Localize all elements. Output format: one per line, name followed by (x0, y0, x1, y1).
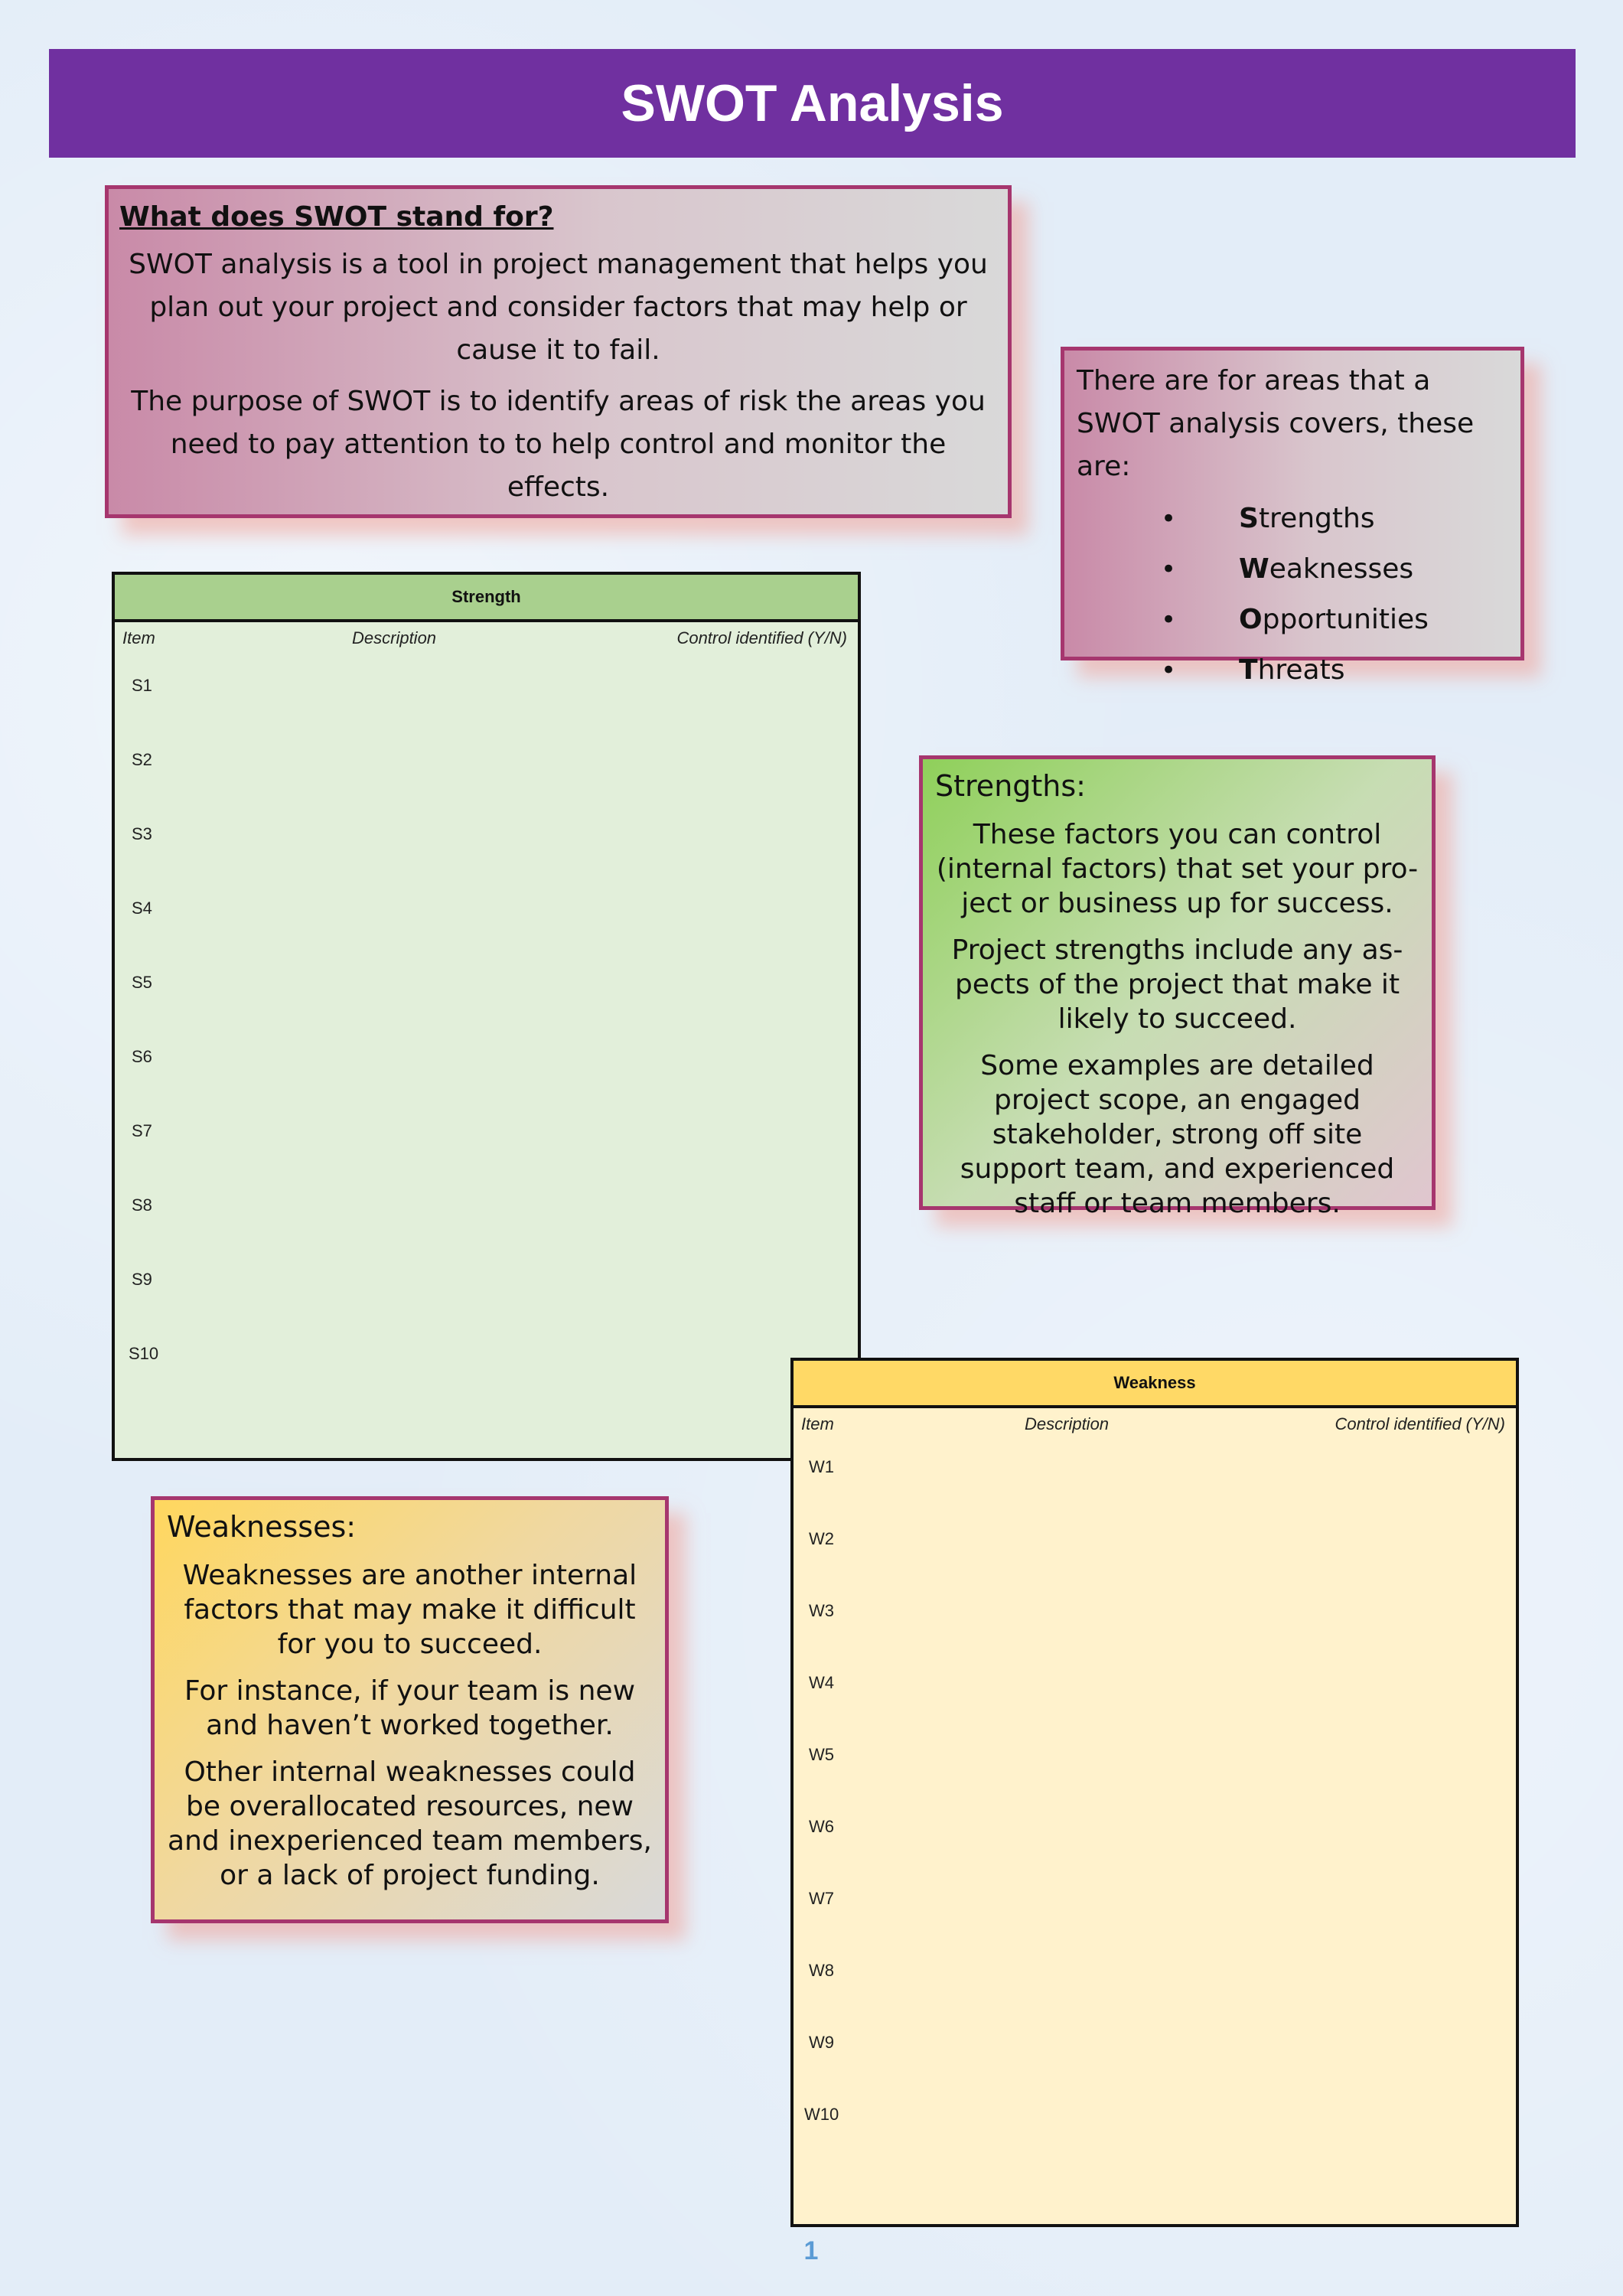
area-item-weaknesses: • Weaknesses (1077, 544, 1508, 595)
table-row[interactable]: S3 (132, 824, 152, 843)
definition-paragraph-2: The purpose of SWOT is to identify areas of risk the areas you need to pay attention to to help control and monitor the effects. (131, 386, 986, 503)
strengths-paragraph-2: Project strengths include any as-pects of the project that make it likely to succeed. (951, 934, 1403, 1035)
weaknesses-title: Weaknesses: (167, 1510, 357, 1544)
strength-table (112, 572, 861, 1461)
item-column-header: Item (122, 628, 155, 647)
page-title: SWOT Analysis (621, 74, 1004, 132)
page-title-banner (49, 49, 1576, 158)
table-row[interactable]: S5 (132, 973, 152, 992)
description-column-header: Description (1025, 1414, 1110, 1433)
table-row[interactable]: W8 (809, 1961, 834, 1980)
page-number: 1 (803, 2236, 819, 2265)
table-row[interactable]: S2 (132, 750, 152, 769)
area-item-strengths: • Strengths (1077, 494, 1508, 544)
table-row[interactable]: S4 (132, 899, 152, 918)
definition-paragraph-1: SWOT analysis is a tool in project management that helps you plan out your project and consider factors that may help or cause it to fail. (129, 249, 988, 366)
area-item-opportunities: • Opportunities (1077, 595, 1508, 645)
table-row[interactable]: W1 (809, 1457, 834, 1476)
weaknesses-paragraph-2: For instance, if your team is new and haven’t worked together. (184, 1675, 636, 1741)
table-row[interactable]: S9 (132, 1270, 152, 1289)
swot-areas-box (1061, 347, 1524, 687)
table-row[interactable]: S6 (132, 1047, 152, 1066)
table-row[interactable]: W3 (809, 1601, 834, 1620)
area-item-threats: • Threats (1077, 645, 1508, 696)
strengths-paragraph-3: Some examples are detailed project scope, an engaged stakeholder, strong off site support team, and experienced staff or team members. (960, 1049, 1395, 1219)
strength-table-header-row (115, 622, 858, 653)
table-row[interactable]: W10 (804, 2105, 839, 2124)
table-row[interactable]: W2 (809, 1529, 834, 1548)
table-row[interactable]: W4 (809, 1673, 834, 1692)
table-row[interactable]: S10 (129, 1344, 159, 1363)
table-row[interactable]: S7 (132, 1121, 152, 1140)
table-row[interactable]: W6 (809, 1817, 834, 1836)
areas-intro: There are for areas that a SWOT analysis covers, these are: (1077, 365, 1475, 482)
table-row[interactable]: W7 (809, 1889, 834, 1908)
control-column-header: Control identified (Y/N) (676, 628, 847, 647)
strengths-info-box (919, 755, 1436, 1219)
weakness-table-header-row (794, 1408, 1516, 1439)
item-column-header: Item (801, 1414, 834, 1433)
weakness-table (790, 1358, 1519, 2227)
weaknesses-paragraph-1: Weaknesses are another internal factors that may make it difficult for you to succeed. (182, 1559, 637, 1660)
table-row[interactable]: W9 (809, 2033, 834, 2052)
swot-definition-box (105, 185, 1012, 518)
weaknesses-paragraph-3: Other internal weaknesses could be overallocated resources, new and inexperienced team members, or a lack of project funding. (168, 1756, 652, 1891)
strengths-paragraph-1: These factors you can control (internal factors) that set your pro-ject or business up for success. (936, 818, 1419, 919)
areas-list (1077, 494, 1508, 696)
table-row[interactable]: S1 (132, 676, 152, 695)
strengths-title: Strengths: (935, 769, 1086, 803)
strength-table-title: Strength (115, 575, 858, 622)
weaknesses-info-box (151, 1496, 669, 1923)
definition-heading: What does SWOT stand for? (119, 201, 554, 233)
table-row[interactable]: S8 (132, 1195, 152, 1215)
table-row[interactable]: W5 (809, 1745, 834, 1764)
control-column-header: Control identified (Y/N) (1335, 1414, 1505, 1433)
description-column-header: Description (352, 628, 437, 647)
weakness-table-title: Weakness (794, 1361, 1516, 1408)
